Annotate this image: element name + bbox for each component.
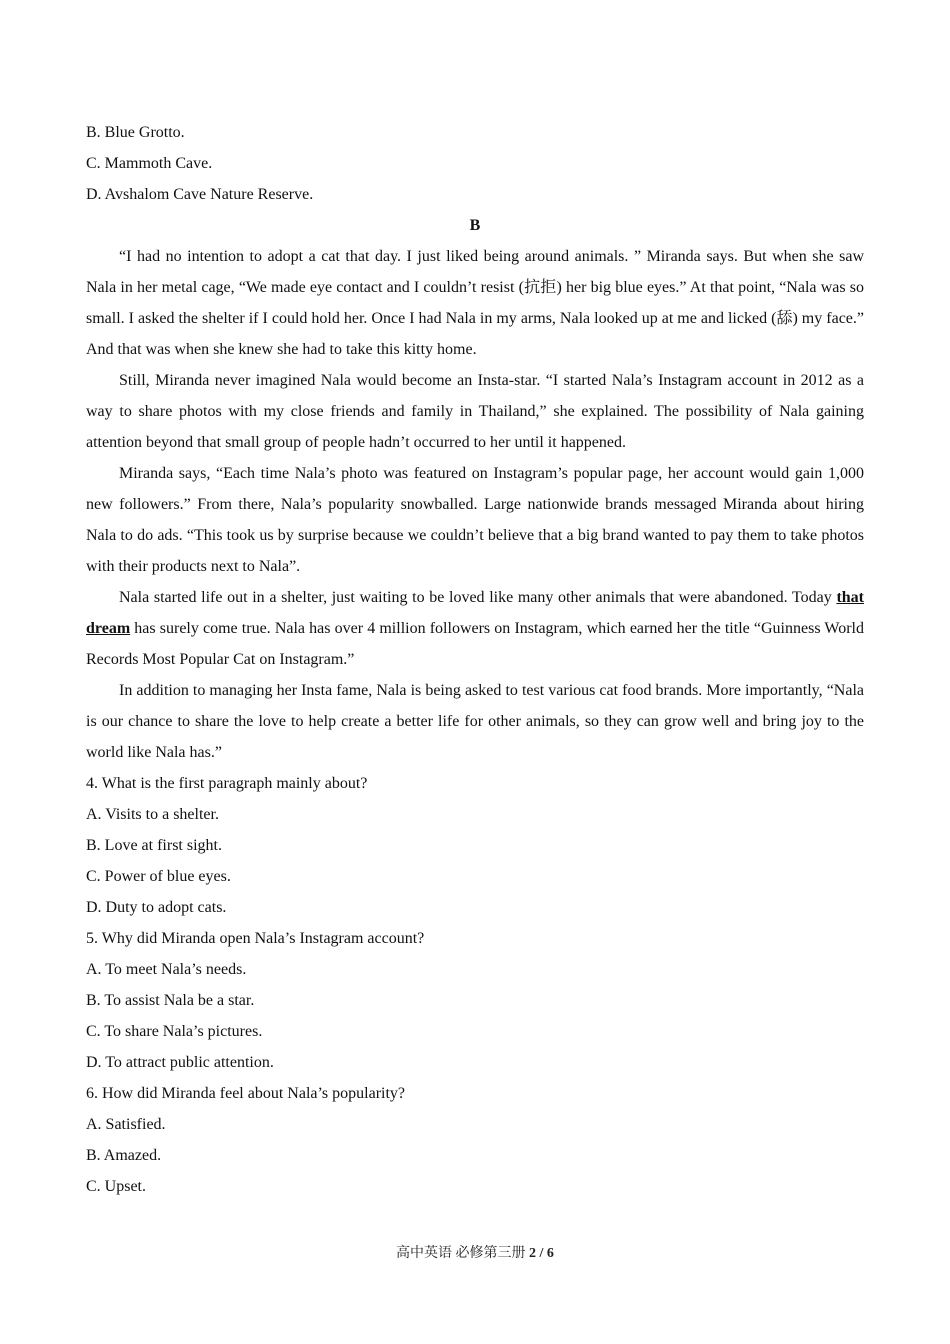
question-6-option-b: B. Amazed. bbox=[86, 1147, 162, 1164]
paragraph-4-start: Nala started life out in a shelter, just waiting to be loved like many other animals that were abandoned. Today bbox=[119, 589, 837, 606]
question-5-stem: 5. Why did Miranda open Nala’s Instagram account? bbox=[86, 930, 425, 947]
question-5-option-b: B. To assist Nala be a star. bbox=[86, 992, 255, 1009]
question-6-stem: 6. How did Miranda feel about Nala’s popularity? bbox=[86, 1085, 406, 1102]
question-6-option-a: A. Satisfied. bbox=[86, 1116, 166, 1133]
question-4-option-a: A. Visits to a shelter. bbox=[86, 806, 219, 823]
question-4-option-b: B. Love at first sight. bbox=[86, 837, 222, 854]
paragraph-4-end: has surely come true. Nala has over 4 million followers on Instagram, which earned her the title “Guinness World Records Most Popular Cat on Instagram.” bbox=[86, 620, 864, 668]
question-5-option-c: C. To share Nala’s pictures. bbox=[86, 1023, 263, 1040]
page-footer bbox=[0, 1244, 950, 1264]
question-4-option-c: C. Power of blue eyes. bbox=[86, 868, 231, 885]
passage-paragraph-5: In addition to managing her Insta fame, Nala is being asked to test various cat food brands. More importantly, “Nala is our chance to share the love to help create a better life for other animals, so they can grow well and bring joy to the world like Nala has.” bbox=[86, 682, 864, 761]
underlined-phrase: that dream bbox=[86, 589, 864, 637]
passage-paragraph-4 bbox=[86, 582, 864, 675]
passage-paragraph-1: “I had no intention to adopt a cat that day. I just liked being around animals. ” Miranda says. But when she saw Nala in her metal cage, “We made eye contact and I couldn’t resist (抗拒) her big blue eyes.” At that point, “Nala was so small. I asked the shelter if I could hold her. Once I had Nala in my arms, Nala looked up at me and licked (舔) my face.” And that was when she knew she had to take this kitty home. bbox=[86, 248, 864, 358]
question-4-option-d: D. Duty to adopt cats. bbox=[86, 899, 227, 916]
document-page bbox=[86, 117, 864, 1202]
question-5-option-d: D. To attract public attention. bbox=[86, 1054, 274, 1071]
prev-option-b: B. Blue Grotto. bbox=[86, 124, 185, 141]
passage-paragraph-2: Still, Miranda never imagined Nala would become an Insta-star. “I started Nala’s Instagram account in 2012 as a way to share photos with my close friends and family in Thailand,” she explained. The possibility of Nala gaining attention beyond that small group of people hadn’t occurred to her until it happened. bbox=[86, 372, 864, 451]
prev-option-d: D. Avshalom Cave Nature Reserve. bbox=[86, 186, 314, 203]
question-4-stem: 4. What is the first paragraph mainly about? bbox=[86, 775, 368, 792]
page-number: 2 / 6 bbox=[529, 1246, 554, 1261]
passage-paragraph-3: Miranda says, “Each time Nala’s photo was featured on Instagram’s popular page, her account would gain 1,000 new followers.” From there, Nala’s popularity snowballed. Large nationwide brands messaged Miranda about hiring Nala to do ads. “This took us by surprise because we couldn’t believe that a big brand wanted to pay them to take photos with their products next to Nala”. bbox=[86, 465, 864, 575]
footer-label: 高中英语 必修第三册 bbox=[396, 1246, 530, 1261]
question-6-option-c: C. Upset. bbox=[86, 1178, 146, 1195]
prev-option-c: C. Mammoth Cave. bbox=[86, 155, 213, 172]
section-heading: B bbox=[469, 217, 481, 234]
question-5-option-a: A. To meet Nala’s needs. bbox=[86, 961, 247, 978]
